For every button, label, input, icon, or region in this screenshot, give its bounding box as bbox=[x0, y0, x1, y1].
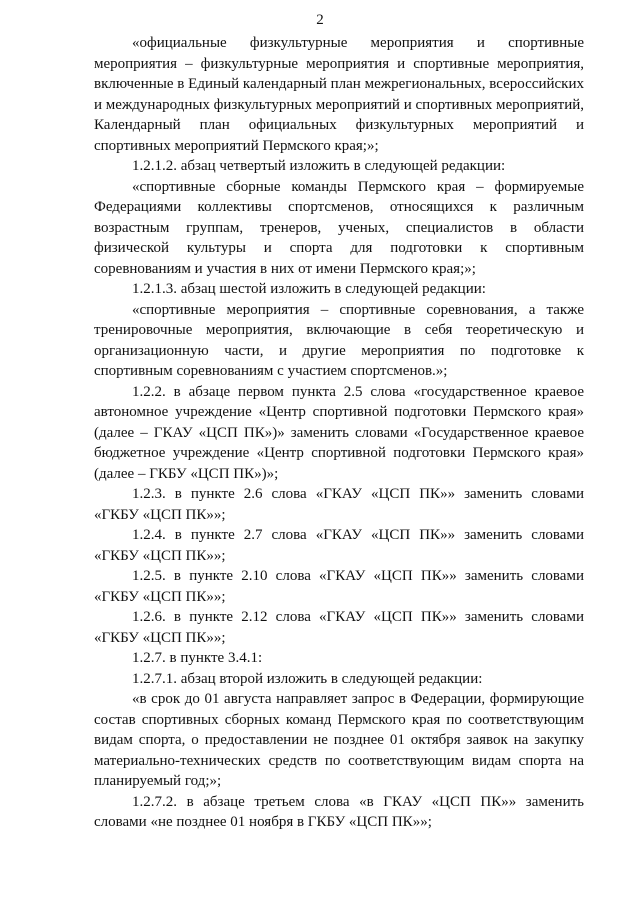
paragraph: 1.2.1.3. абзац шестой изложить в следующей редакции: bbox=[132, 281, 486, 297]
paragraph: 1.2.3. в пункте 2.6 слова «ГКАУ «ЦСП ПК»» заменить словами «ГКБУ «ЦСП ПК»»; bbox=[94, 486, 584, 523]
document-body bbox=[94, 33, 584, 833]
paragraph: «спортивные сборные команды Пермского края – формируемые Федерациями коллективы спортсменов, относящихся к различным возрастным группам, тренеров, ученых, специалистов в области физической культуры и спорта для подготовки к спортивным соревнованиям и участия в них от имени Пермского края;»; bbox=[94, 178, 584, 277]
paragraph: 1.2.2. в абзаце первом пункта 2.5 слова «государственное краевое автономное учреждение «Центр спортивной подготовки Пермского края» (далее – ГКАУ «ЦСП ПК»)» заменить словами «Государственное краевое бюджетное учреждение «Центр спортивной подготовки Пермского края» (далее – ГКБУ «ЦСП ПК»)»; bbox=[94, 383, 584, 482]
paragraph: 1.2.7. в пункте 3.4.1: bbox=[132, 650, 263, 666]
paragraph: 1.2.6. в пункте 2.12 слова «ГКАУ «ЦСП ПК»» заменить словами «ГКБУ «ЦСП ПК»»; bbox=[94, 609, 584, 646]
paragraph: 1.2.1.2. абзац четвертый изложить в следующей редакции: bbox=[132, 158, 506, 174]
paragraph: «в срок до 01 августа направляет запрос в Федерации, формирующие состав спортивных сборных команд Пермского края по соответствующим видам спорта, о предоставлении не позднее 01 октября заявок на закупку материально-технических средств по соответствующим видам спорта на планируемый год;»; bbox=[94, 691, 584, 789]
paragraph: 1.2.7.2. в абзаце третьем слова «в ГКАУ «ЦСП ПК»» заменить словами «не позднее 01 ноября в ГКБУ «ЦСП ПК»»; bbox=[94, 793, 584, 830]
paragraph: 1.2.7.1. абзац второй изложить в следующей редакции: bbox=[132, 670, 483, 687]
paragraph: 1.2.5. в пункте 2.10 слова «ГКАУ «ЦСП ПК»» заменить словами «ГКБУ «ЦСП ПК»»; bbox=[94, 568, 584, 605]
paragraph: 1.2.4. в пункте 2.7 слова «ГКАУ «ЦСП ПК»» заменить словами «ГКБУ «ЦСП ПК»»; bbox=[94, 527, 584, 564]
page-number: 2 bbox=[316, 12, 324, 28]
paragraph: «спортивные мероприятия – спортивные соревнования, а также тренировочные мероприятия, включающие в себя теоретическую и организационную части, и другие мероприятия по подготовке к спортивным соревнованиям с участием спортсменов.»; bbox=[94, 301, 584, 379]
paragraph: «официальные физкультурные мероприятия и спортивные мероприятия – физкультурные мероприятия и спортивные мероприятия, включенные в Единый календарный план межрегиональных, всероссийских и международных физкультурных мероприятий и спортивных мероприятий, Календарный план официальных физкультурных мероприятий и спортивных мероприятий Пермского края;»; bbox=[94, 35, 584, 154]
